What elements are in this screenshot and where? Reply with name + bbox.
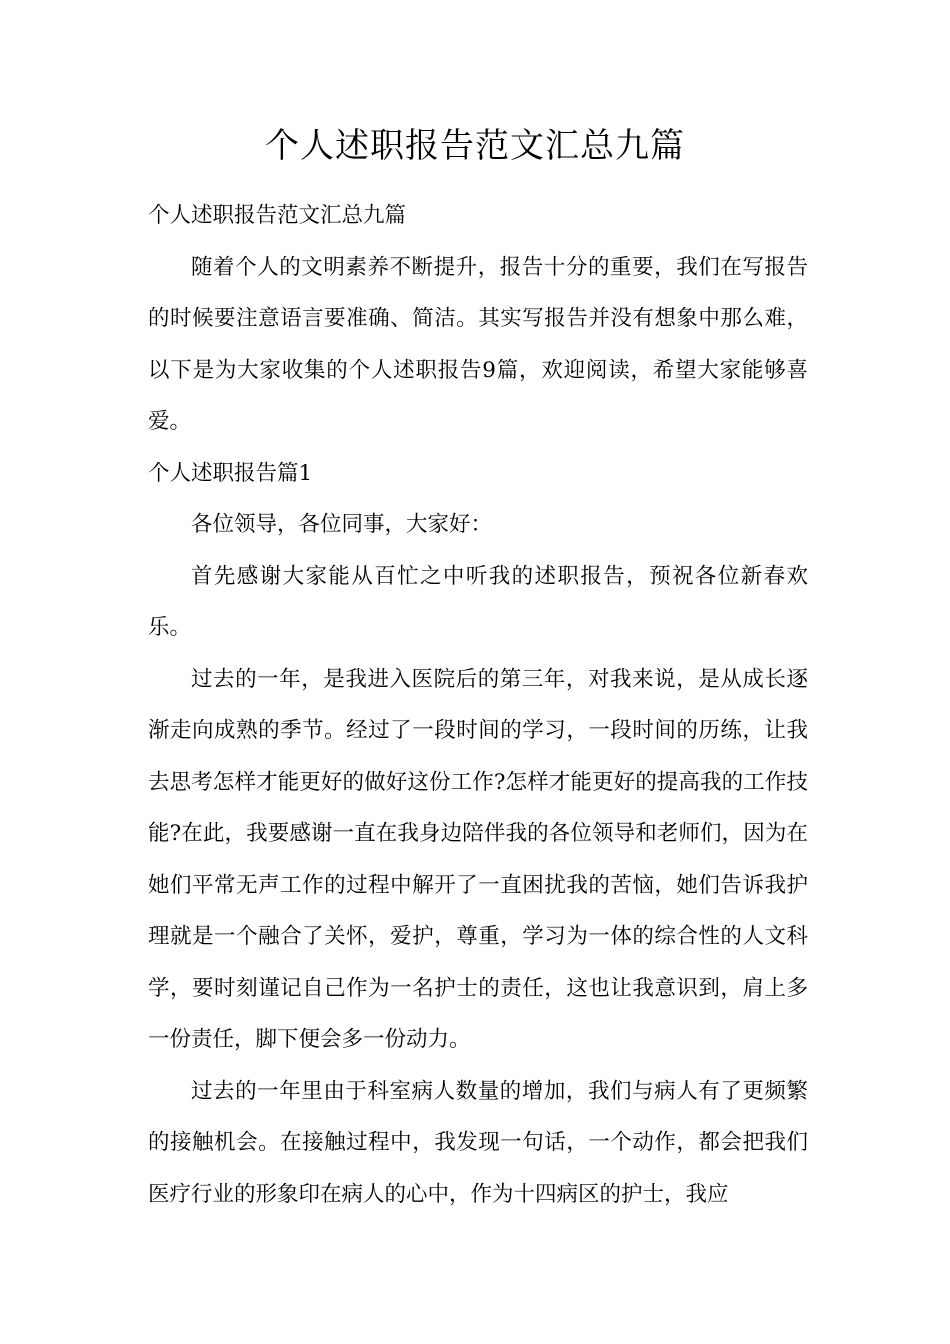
paragraph-greeting: 各位领导，各位同事，大家好： bbox=[191, 512, 493, 537]
document-title: 个人述职报告范文汇总九篇 bbox=[265, 126, 685, 166]
paragraph-patients: 过去的一年里由于科室病人数量的增加，我们与病人有了更频繁的接触机会。在接触过程中，我发现一句话，一个动作，都会把我们医疗行业的形象印在病人的心中，作为十四病区的护士，我应 bbox=[148, 1078, 808, 1207]
paragraph-intro: 随着个人的文明素养不断提升，报告十分的重要，我们在写报告的时候要注意语言要准确、简洁。其实写报告并没有想象中那么难，以下是为大家收集的个人述职报告9篇，欢迎阅读，希望大家能够喜爱。 bbox=[148, 254, 808, 434]
paragraph-subtitle: 个人述职报告范文汇总九篇 bbox=[148, 203, 407, 228]
paragraph-thanks: 首先感谢大家能从百忙之中听我的述职报告，预祝各位新春欢乐。 bbox=[148, 563, 808, 640]
section-heading: 个人述职报告篇1 bbox=[148, 460, 313, 486]
document-body bbox=[148, 190, 808, 1220]
paragraph-past-year: 过去的一年，是我进入医院后的第三年，对我来说，是从成长逐渐走向成熟的季节。经过了一段时间的学习，一段时间的历练，让我去思考怎样才能更好的做好这份工作?怎样才能更好的提高我的工作技能?在此，我要感谢一直在我身边陪伴我的各位领导和老师们，因为在她们平常无声工作的过程中解开了一直困扰我的苦恼，她们告诉我护理就是一个融合了关怀，爱护，尊重，学习为一体的综合性的人文科学，要时刻谨记自己作为一名护士的责任，这也让我意识到，肩上多一份责任，脚下便会多一份动力。 bbox=[148, 666, 808, 1052]
